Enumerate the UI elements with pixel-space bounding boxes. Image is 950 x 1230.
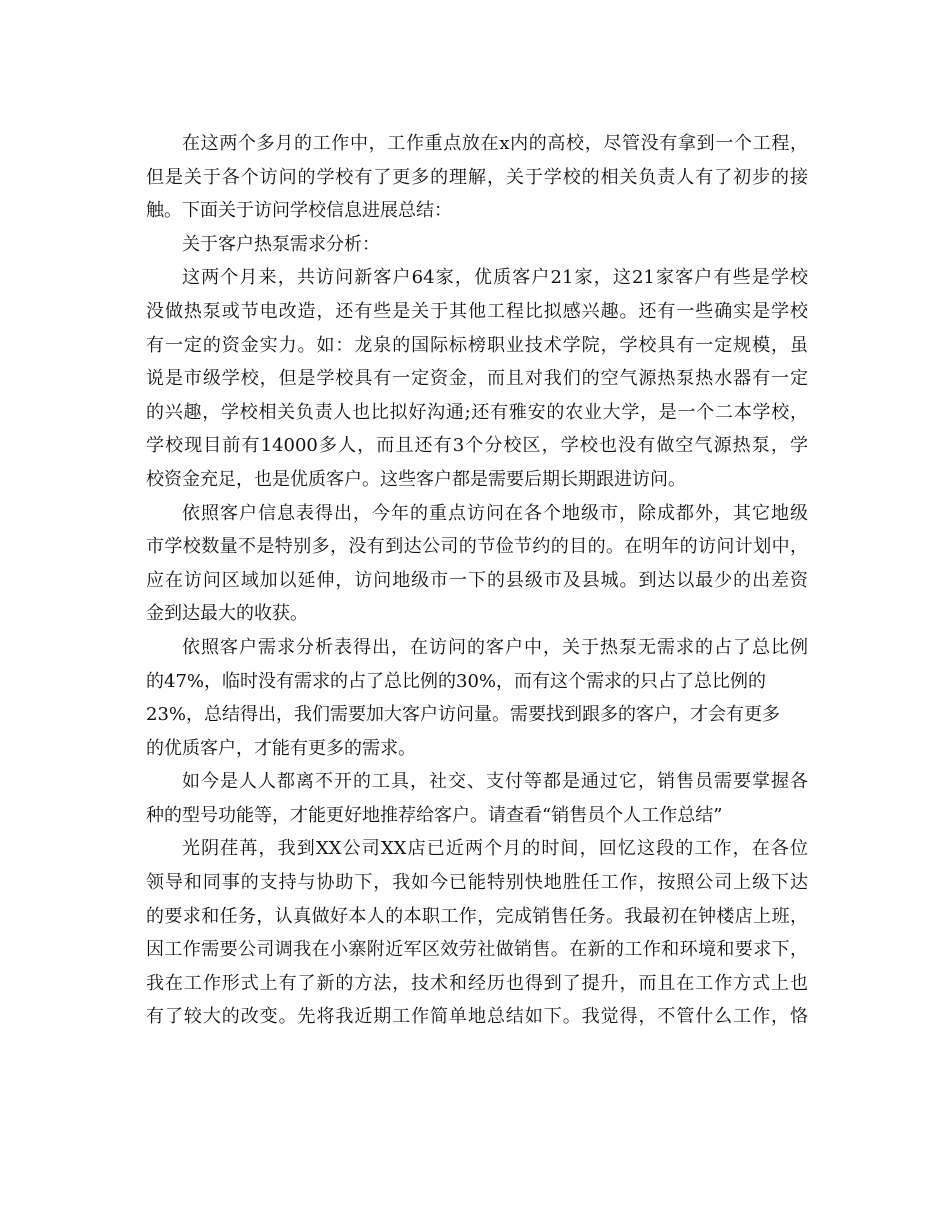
text-line: 依照客户需求分析表得出，在访问的客户中，关于热泵无需求的占了总比例: [182, 636, 808, 658]
text-line: 市学校数量不是特别多，没有到达公司的节俭节约的目的。在明年的访问计划中，: [146, 536, 808, 558]
text-line: 有一定的资金实力。如：龙泉的国际标榜职业技术学院，学校具有一定规模，虽: [146, 334, 808, 356]
text-line: 有了较大的改变。先将我近期工作简单地总结如下。我觉得，不管什么工作，恪: [146, 1006, 808, 1028]
text-line: 的兴趣，学校相关负责人也比拟好沟通;还有雅安的农业大学，是一个二本学校，: [146, 401, 808, 423]
text-line: 但是关于各个访问的学校有了更多的理解，关于学校的相关负责人有了初步的接: [146, 166, 808, 188]
text-line: 说是市级学校，但是学校具有一定资金，而且对我们的空气源热泵热水器有一定: [146, 368, 808, 390]
text-line: 的优质客户，才能有更多的需求。: [146, 737, 416, 759]
text-line: 金到达最大的收获。: [146, 603, 308, 625]
text-line: 的要求和任务，认真做好本人的本职工作，完成销售任务。我最初在钟楼店上班，: [146, 905, 808, 927]
document-body: [146, 127, 808, 1034]
text-line: 应在访问区域加以延伸，访问地级市一下的县级市及县城。到达以最少的出差资: [146, 569, 808, 591]
text-line: 的47%，临时没有需求的占了总比例的30%，而有这个需求的只占了总比例的: [146, 670, 767, 692]
section-heading: 关于客户热泵需求分析：: [182, 233, 380, 255]
text-line: 没做热泵或节电改造，还有些是关于其他工程比拟感兴趣。还有一些确实是学校: [146, 300, 808, 322]
text-line: 因工作需要公司调我在小寨附近军区效劳社做销售。在新的工作和环境和要求下，: [146, 939, 808, 961]
text-line: 领导和同事的支持与协助下，我如今已能特别快地胜任工作，按照公司上级下达: [146, 872, 808, 894]
text-line: 在这两个多月的工作中，工作重点放在x内的高校，尽管没有拿到一个工程，: [182, 133, 808, 154]
text-line: 种的型号功能等，才能更好地推荐给客户。请查看“销售员个人工作总结”: [146, 804, 723, 826]
text-line: 依照客户信息表得出，今年的重点访问在各个地级市，除成都外，其它地级: [182, 502, 808, 524]
text-line: 学校现目前有14000多人，而且还有3个分校区，学校也没有做空气源热泵，学: [146, 435, 808, 457]
text-line: 光阴荏苒，我到XX公司XX店已近两个月的时间，回忆这段的工作，在各位: [182, 838, 808, 860]
text-line: 触。下面关于访问学校信息进展总结：: [146, 200, 452, 222]
text-line: 校资金充足，也是优质客户。这些客户都是需要后期长期跟进访问。: [146, 468, 686, 490]
text-line: 23%，总结得出，我们需要加大客户访问量。需要找到跟多的客户，才会有更多: [146, 704, 781, 726]
text-line: 如今是人人都离不开的工具，社交、支付等都是通过它，销售员需要掌握各: [182, 771, 808, 793]
text-line: 这两个月来，共访问新客户64家，优质客户21家，这21家客户有些是学校: [182, 267, 808, 289]
text-line: 我在工作形式上有了新的方法，技术和经历也得到了提升，而且在工作方式上也: [146, 972, 808, 994]
